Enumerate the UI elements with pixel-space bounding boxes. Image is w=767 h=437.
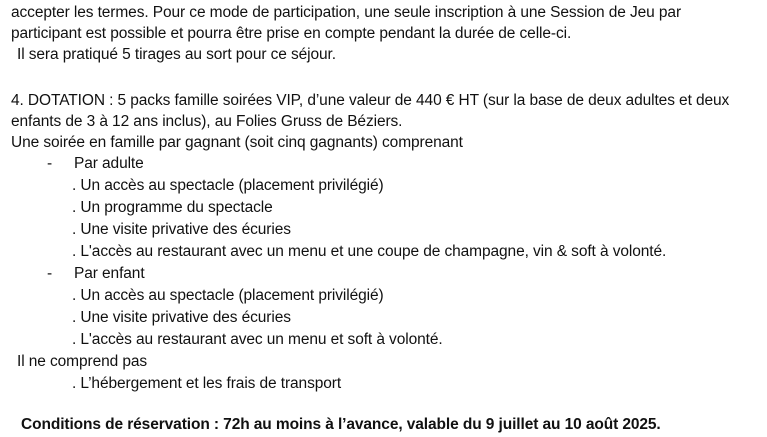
adult-item-2: . Un programme du spectacle bbox=[72, 199, 273, 216]
dotation-intro: Une soirée en famille par gagnant (soit cinq gagnants) comprenant bbox=[11, 134, 463, 151]
participation-line-2: participant est possible et pourra être prise en compte pendant la durée de celle-ci. bbox=[11, 25, 572, 42]
adult-bullet: - bbox=[47, 155, 53, 172]
adult-item-1: . Un accès au spectacle (placement privilégié) bbox=[72, 177, 384, 194]
excludes-heading: Il ne comprend pas bbox=[17, 353, 148, 370]
child-item-2: . Une visite privative des écuries bbox=[72, 309, 291, 326]
child-item-1: . Un accès au spectacle (placement privilégié) bbox=[72, 287, 384, 304]
booking-conditions: Conditions de réservation : 72h au moins à l’avance, valable du 9 juillet au 10 août 2025. bbox=[21, 416, 661, 433]
child-heading: Par enfant bbox=[74, 265, 145, 282]
participation-line-3: Il sera pratiqué 5 tirages au sort pour ce séjour. bbox=[17, 46, 336, 63]
adult-item-3: . Une visite privative des écuries bbox=[72, 221, 291, 238]
adult-item-4: . L'accès au restaurant avec un menu et une coupe de champagne, vin & soft à volonté. bbox=[72, 243, 667, 260]
dotation-heading-line-1: 4. DOTATION : 5 packs famille soirées VIP, d’une valeur de 440 € HT (sur la base de deux adultes et deux bbox=[11, 92, 730, 109]
dotation-heading-line-2: enfants de 3 à 12 ans inclus), au Folies Gruss de Béziers. bbox=[11, 113, 403, 130]
excludes-item-1: . L’hébergement et les frais de transport bbox=[72, 375, 342, 392]
child-item-3: . L'accès au restaurant avec un menu et soft à volonté. bbox=[72, 331, 443, 348]
adult-heading: Par adulte bbox=[74, 155, 144, 172]
participation-line-1: accepter les termes. Pour ce mode de participation, une seule inscription à une Session de Jeu par bbox=[11, 4, 682, 21]
child-bullet: - bbox=[47, 265, 53, 282]
